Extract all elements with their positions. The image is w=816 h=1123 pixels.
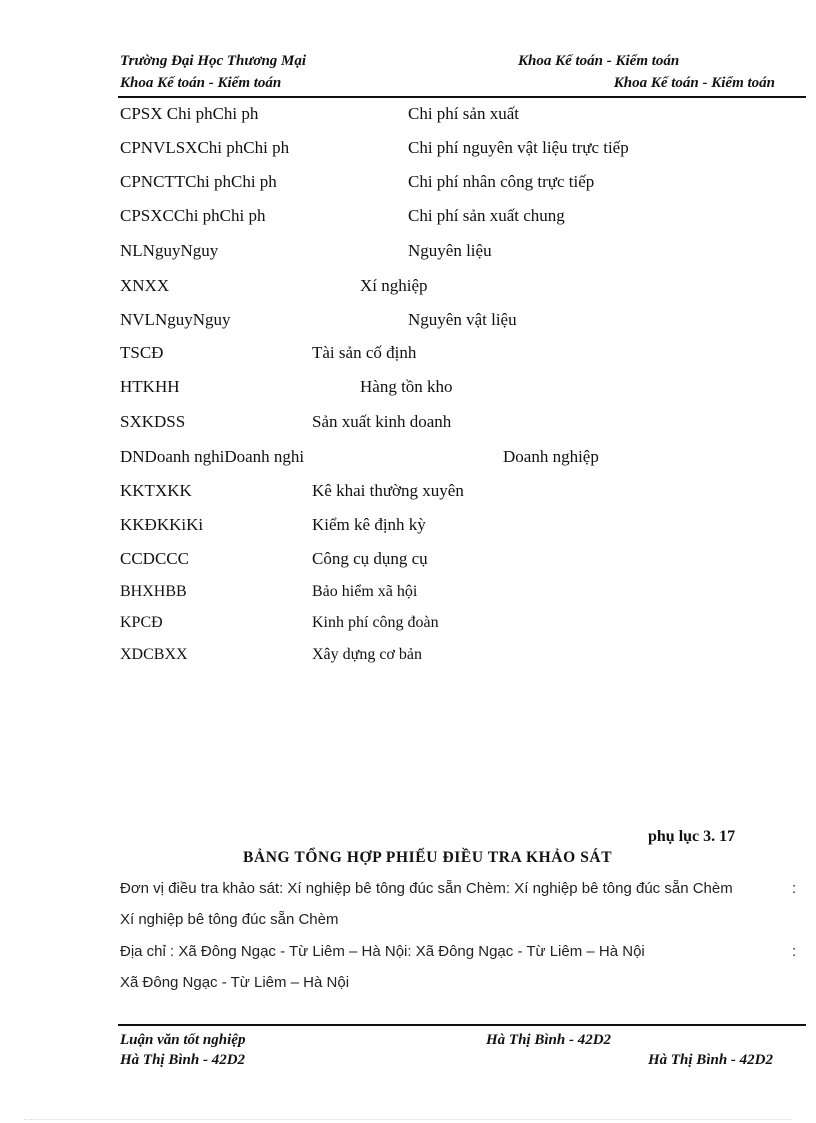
header-faculty-right-2: Khoa Kế toán - Kiểm toán bbox=[613, 75, 775, 91]
footer-rule bbox=[118, 1024, 806, 1026]
abbr-meaning: Xí nghiệp bbox=[360, 276, 428, 295]
abbr-meaning: Công cụ dụng cụ bbox=[312, 549, 428, 568]
survey-unit-colon: : bbox=[792, 880, 797, 897]
abbr-meaning: Kiểm kê định kỳ bbox=[312, 515, 426, 534]
abbr-meaning: Chi phí sản xuất bbox=[408, 104, 519, 123]
abbr-meaning: Kê khai thường xuyên bbox=[312, 481, 464, 500]
appendix-title: BẢNG TỔNG HỢP PHIẾU ĐIỀU TRA KHẢO SÁT bbox=[243, 849, 613, 866]
abbr-term: BHXHBB bbox=[120, 583, 187, 600]
abbr-meaning: Nguyên liệu bbox=[408, 241, 492, 260]
abbr-term: CPNVLSXChi phChi ph bbox=[120, 138, 290, 157]
survey-unit-line: Đơn vị điều tra khảo sát: Xí nghiệp bê tông đúc sẵn Chèm: Xí nghiệp bê tông đúc sẵn Chèm bbox=[120, 880, 733, 897]
abbr-meaning: Chi phí nhân công trực tiếp bbox=[408, 172, 595, 191]
abbr-term: NLNguyNguy bbox=[120, 241, 219, 260]
abbr-meaning: Chi phí sản xuất chung bbox=[408, 206, 565, 225]
abbr-meaning: Tài sản cố định bbox=[312, 343, 417, 362]
abbr-term: XNXX bbox=[120, 276, 170, 295]
abbr-meaning: Doanh nghiệp bbox=[503, 447, 599, 466]
footer-author-right-2: Hà Thị Bình - 42D2 bbox=[647, 1052, 773, 1068]
survey-address-line: Địa chỉ : Xã Đông Ngạc - Từ Liêm – Hà Nội: Xã Đông Ngạc - Từ Liêm – Hà Nội bbox=[120, 943, 645, 960]
survey-address-value: Xã Đông Ngạc - Từ Liêm – Hà Nội bbox=[120, 974, 350, 991]
abbr-meaning: Chi phí nguyên vật liệu trực tiếp bbox=[408, 138, 629, 157]
abbr-term: KPCĐ bbox=[120, 614, 163, 631]
page-edge-dotted-line bbox=[24, 1119, 792, 1120]
footer-author-right-1: Hà Thị Bình - 42D2 bbox=[486, 1032, 612, 1048]
abbr-term: NVLNguyNguy bbox=[120, 310, 231, 329]
abbr-term: CPSX Chi phChi ph bbox=[120, 104, 259, 123]
header-faculty-left: Khoa Kế toán - Kiểm toán bbox=[120, 75, 282, 91]
abbr-term: CCDCCC bbox=[120, 549, 189, 568]
abbr-term: CPSXCChi phChi ph bbox=[120, 206, 266, 225]
abbr-term: KKĐKKiKi bbox=[120, 515, 204, 534]
abbr-meaning: Xây dựng cơ bản bbox=[312, 646, 422, 663]
survey-address-colon: : bbox=[792, 943, 797, 960]
abbr-meaning: Kinh phí công đoàn bbox=[312, 614, 439, 631]
footer-thesis-label: Luận văn tốt nghiệp bbox=[120, 1032, 246, 1048]
footer-author-left: Hà Thị Bình - 42D2 bbox=[120, 1052, 246, 1068]
abbr-term: XDCBXX bbox=[120, 646, 188, 663]
appendix-label: phụ lục 3. 17 bbox=[648, 828, 736, 845]
abbr-meaning: Hàng tồn kho bbox=[360, 377, 453, 396]
abbr-term: CPNCTTChi phChi ph bbox=[120, 172, 277, 191]
abbr-term: HTKHH bbox=[120, 377, 180, 396]
header-faculty-right-1: Khoa Kế toán - Kiểm toán bbox=[518, 53, 680, 69]
header-school-name: Trường Đại Học Thương Mại bbox=[120, 53, 307, 69]
abbr-meaning: Nguyên vật liệu bbox=[408, 310, 517, 329]
abbr-meaning: Sản xuất kinh doanh bbox=[312, 412, 452, 431]
abbr-term: DNDoanh nghiDoanh nghi bbox=[120, 447, 305, 466]
header-rule bbox=[118, 96, 806, 98]
abbr-term: TSCĐ bbox=[120, 343, 164, 362]
abbr-term: SXKDSS bbox=[120, 412, 186, 431]
abbr-meaning: Bảo hiểm xã hội bbox=[312, 583, 418, 600]
survey-unit-value: Xí nghiệp bê tông đúc sẵn Chèm bbox=[120, 911, 339, 928]
abbr-term: KKTXKK bbox=[120, 481, 192, 500]
